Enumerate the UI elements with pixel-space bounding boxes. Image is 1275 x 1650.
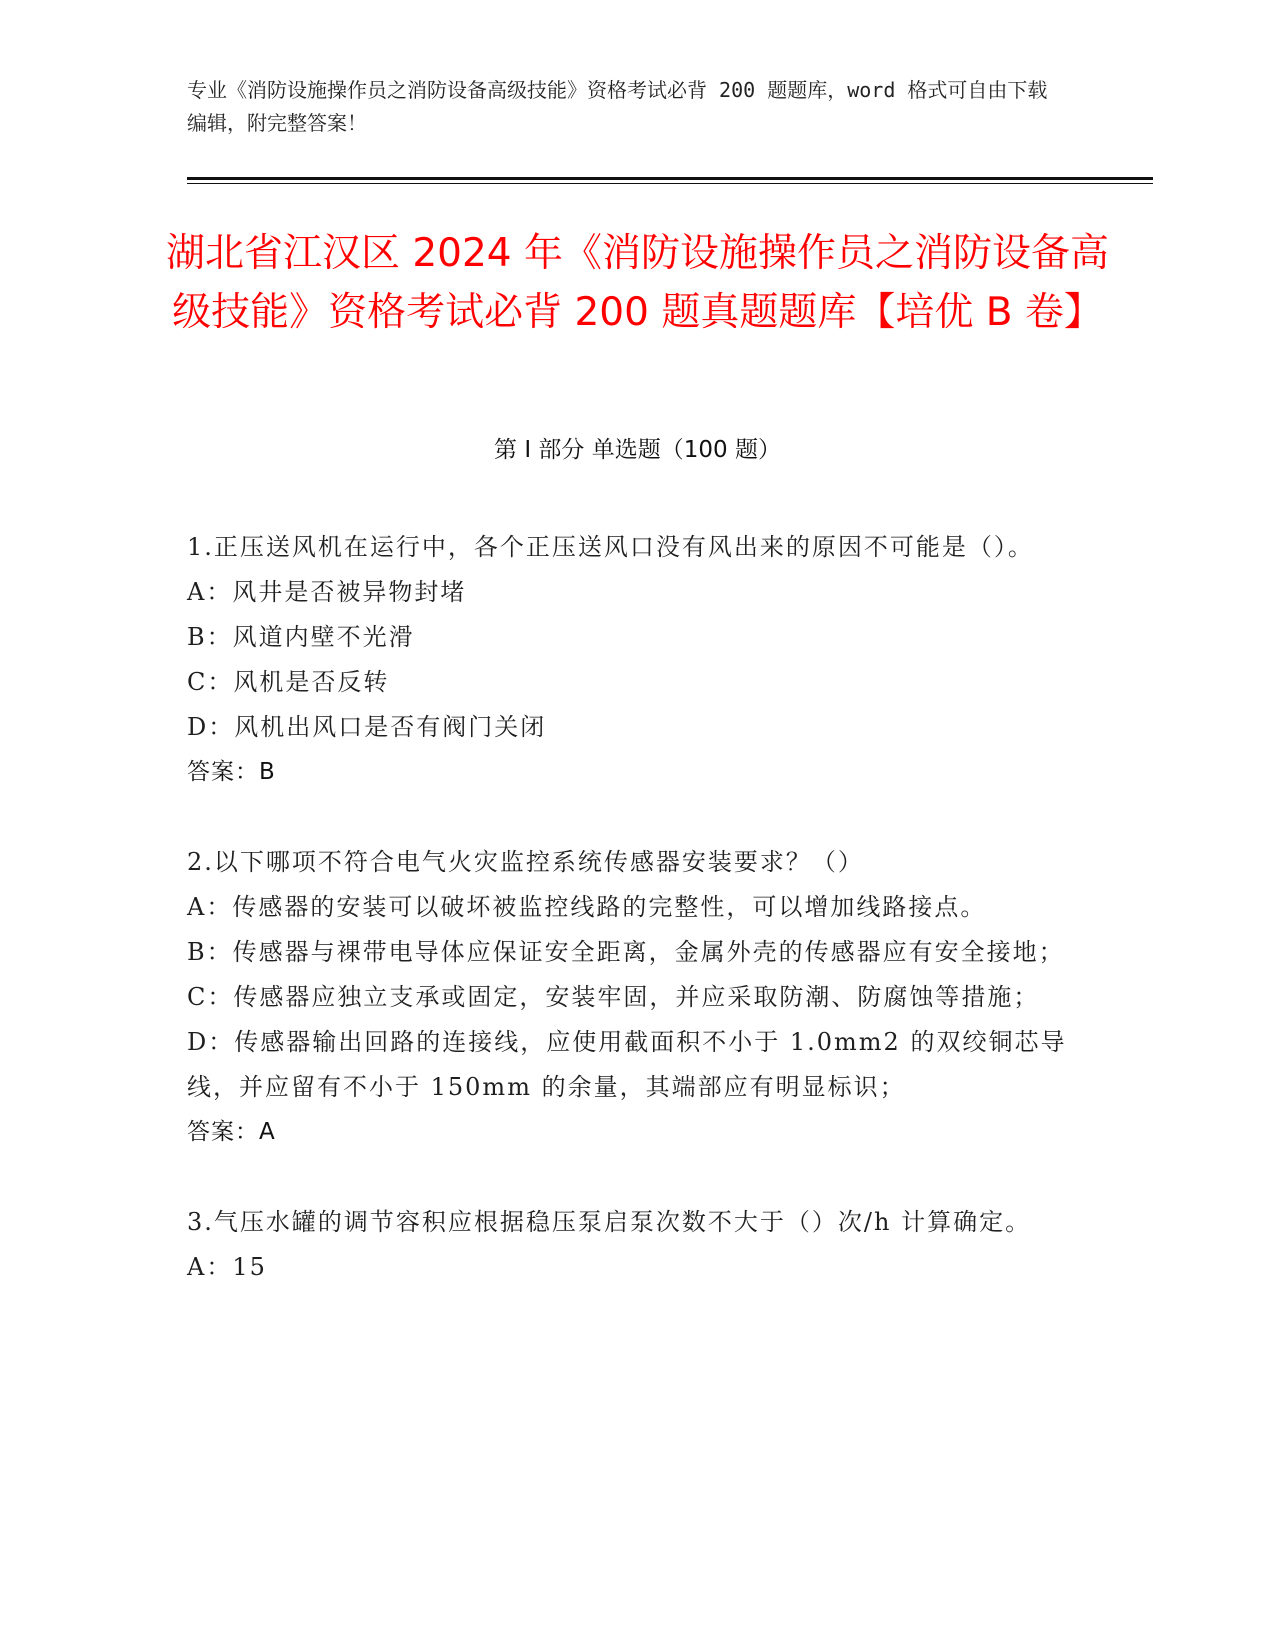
question-list <box>187 525 1067 1290</box>
option-a: A：风井是否被异物封堵 <box>187 578 467 606</box>
option-c: C：传感器应独立支承或固定，安装牢固，并应采取防潮、防腐蚀等措施； <box>187 983 1040 1011</box>
document-title: 湖北省江汉区 2024 年《消防设施操作员之消防设备高级技能》资格考试必背 200 题真题题库【培优 B 卷】 <box>165 231 1110 335</box>
option-a: A：15 <box>187 1253 267 1281</box>
question-stem: 1.正压送风机在运行中，各个正压送风口没有风出来的原因不可能是（）。 <box>187 533 1034 561</box>
option-b: B：传感器与裸带电导体应保证安全距离，金属外壳的传感器应有安全接地； <box>187 938 1065 966</box>
answer-label: 答案：B <box>187 759 276 785</box>
question-2 <box>187 840 1067 1155</box>
question-3 <box>187 1200 1067 1290</box>
section-heading: 第 I 部分 单选题（100 题） <box>494 437 781 463</box>
option-a: A：传感器的安装可以破坏被监控线路的完整性，可以增加线路接点。 <box>187 893 987 921</box>
header-divider-thick <box>187 177 1153 180</box>
question-stem: 3.气压水罐的调节容积应根据稳压泵启泵次数不大于（）次/h 计算确定。 <box>187 1208 1032 1236</box>
header-divider-thin <box>187 183 1153 184</box>
option-d: D：传感器输出回路的连接线，应使用截面积不小于 1.0mm2 的双绞铜芯导线，并应留有不小于 150mm 的余量，其端部应有明显标识； <box>187 1028 1067 1101</box>
option-b: B：风道内壁不光滑 <box>187 623 415 651</box>
question-1 <box>187 525 1067 795</box>
header-note: 专业《消防设施操作员之消防设备高级技能》资格考试必背 200 题题库，word 格式可自由下载编辑，附完整答案！ <box>187 78 1048 135</box>
option-c: C：风机是否反转 <box>187 668 390 696</box>
question-stem: 2.以下哪项不符合电气火灾监控系统传感器安装要求？（） <box>187 848 864 876</box>
answer-label: 答案：A <box>187 1119 276 1145</box>
option-d: D：风机出风口是否有阀门关闭 <box>187 713 547 741</box>
